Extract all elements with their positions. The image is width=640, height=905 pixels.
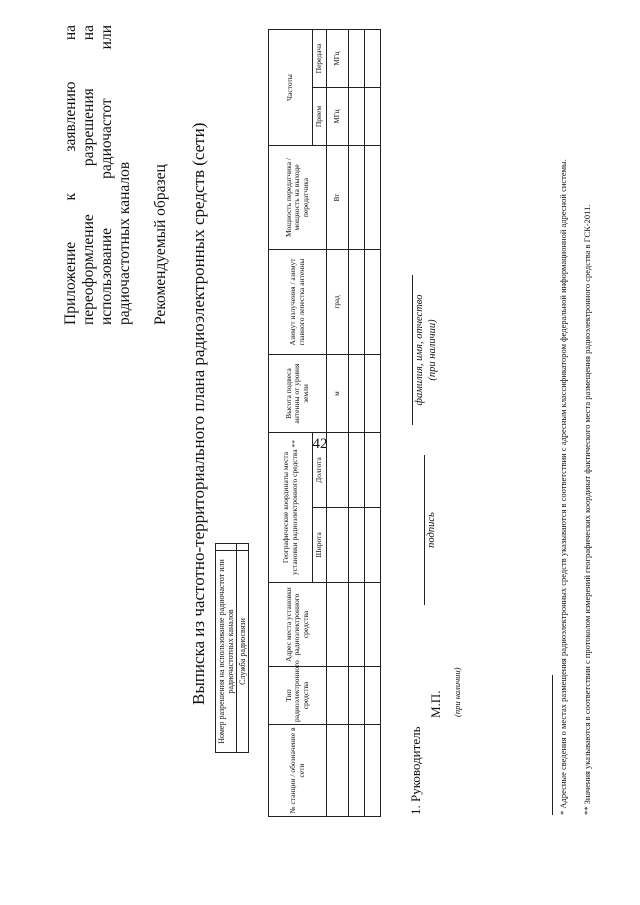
table-cell[interactable]: [349, 583, 365, 667]
table-cell[interactable]: [365, 354, 381, 432]
table-cell[interactable]: [365, 145, 381, 249]
table-cell[interactable]: [349, 508, 365, 583]
permit-number-label: Номер разрешения на использование радиочастот или радиочастотных каналов: [216, 551, 237, 753]
table-cell[interactable]: [365, 87, 381, 145]
header-azimuth: Азимут излучения / азимут главного лепестка антенны: [269, 249, 327, 354]
table-cell[interactable]: [349, 29, 365, 87]
header-station: № станции / обозначение в сети: [269, 725, 327, 817]
table-cell[interactable]: [349, 145, 365, 249]
table-cell[interactable]: [349, 725, 365, 817]
name-caption-optional: (при наличии): [427, 319, 438, 381]
name-line[interactable]: [412, 275, 413, 425]
table-header-row: [269, 29, 313, 816]
permit-number-value[interactable]: [216, 544, 237, 551]
table-cell[interactable]: [365, 725, 381, 817]
table-cell[interactable]: [365, 432, 381, 507]
appendix-header: [62, 25, 134, 325]
header-address: Адрес места установки радиоэлектронного средства: [269, 583, 327, 667]
unit-cell: [327, 432, 349, 507]
table-cell[interactable]: [349, 667, 365, 725]
subheader-transmit: Передача: [313, 29, 327, 87]
unit-height: м: [327, 354, 349, 432]
footnote-1: * Адресные сведения о местах размещения радиоэлектронных средств указываются в соответствии с адресным классификатором федеральной информационной адресной системы.: [558, 159, 568, 815]
frequency-plan-table: [268, 29, 381, 817]
stamp-mp: М.П.: [428, 690, 443, 718]
unit-cell: [327, 508, 349, 583]
table-cell[interactable]: [349, 432, 365, 507]
table-cell[interactable]: [365, 583, 381, 667]
subheader-latitude: Широта: [313, 508, 327, 583]
table-cell[interactable]: [349, 249, 365, 354]
signature-line[interactable]: [424, 455, 425, 605]
signature-lead: 1. Руководитель: [408, 726, 423, 815]
permit-table: [215, 543, 249, 753]
subheader-receive: Прием: [313, 87, 327, 145]
stamp-optional-note: (при наличии): [452, 667, 462, 717]
page-number: 42: [312, 436, 328, 452]
header-power: Мощность передатчика / мощность на выходе передатчика: [269, 145, 327, 249]
unit-power: Вт: [327, 145, 349, 249]
unit-cell: [327, 667, 349, 725]
header-type: Тип радиоэлектронного средства: [269, 667, 327, 725]
document-title: Выписка из частотно-территориального плана радиоэлектронных средств (сети): [189, 122, 208, 705]
table-cell[interactable]: [349, 87, 365, 145]
appendix-line-4: радиочастотных каналов: [116, 161, 133, 325]
header-coordinates: Географические координаты места установки радиоэлектронного средства **: [269, 432, 313, 582]
table-cell[interactable]: [365, 508, 381, 583]
appendix-line-1: Приложение к заявлению на: [62, 25, 79, 325]
subheader-longitude: Долгота: [313, 432, 327, 507]
table-cell[interactable]: [365, 249, 381, 354]
name-caption: фамилия, имя, отчество: [414, 294, 425, 406]
unit-azimuth: град: [327, 249, 349, 354]
appendix-line-3: использование радиочастот или: [98, 25, 115, 325]
table-row: [349, 29, 365, 816]
table-units-row: [327, 29, 349, 816]
appendix-line-2: переоформление разрешения на: [80, 25, 97, 325]
recommended-sample-label: Рекомендуемый образец: [152, 164, 169, 325]
signature-caption: подпись: [426, 512, 437, 548]
unit-cell: [327, 725, 349, 817]
unit-receive: МГц: [327, 87, 349, 145]
footnote-2: ** Значения указываются в соответствии с протоколом измерений географических координат фактического места размещения радиоэлектронного средства в ГСК-2011.: [582, 204, 592, 815]
footnote-divider: [552, 675, 553, 815]
unit-cell: [327, 583, 349, 667]
unit-transmit: МГц: [327, 29, 349, 87]
header-frequencies: Частоты: [269, 29, 313, 145]
table-cell[interactable]: [365, 29, 381, 87]
header-antenna-height: Высота подвеса антенны от уровня земли: [269, 354, 327, 432]
radio-service-label: Служба радиосвязи: [237, 551, 249, 753]
table-cell[interactable]: [365, 667, 381, 725]
table-row: [365, 29, 381, 816]
radio-service-value[interactable]: [237, 544, 249, 551]
table-cell[interactable]: [349, 354, 365, 432]
